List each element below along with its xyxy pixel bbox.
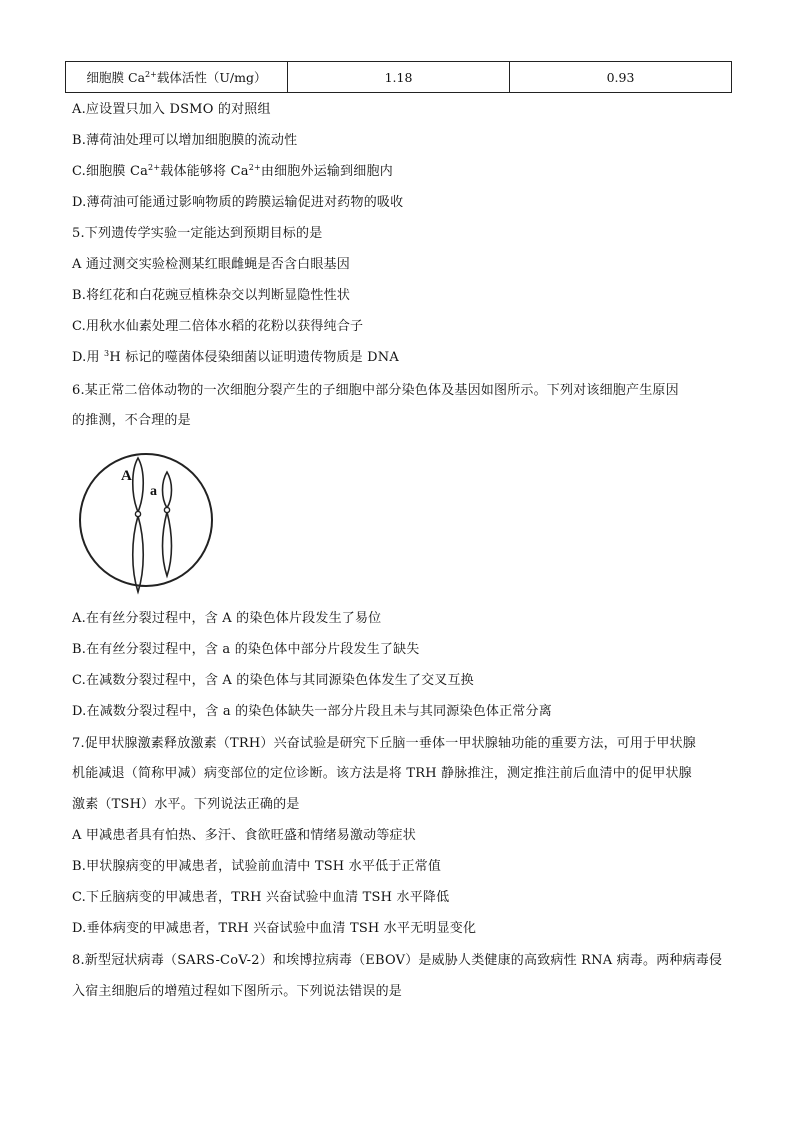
q7-stem-line-3: 激素（TSH）水平。下列说法正确的是 [72, 797, 300, 812]
q4-option-d: D.薄荷油可能通过影响物质的跨膜运输促进对药物的吸收 [72, 195, 404, 210]
q7-stem-line-2: 机能减退（简称甲减）病变部位的定位诊断。该方法是将 TRH 静脉推注，测定推注前后血清中的促甲状腺 [72, 766, 692, 781]
chromosome-A [133, 458, 144, 592]
q6-stem-line-1: 6.某正常二倍体动物的一次细胞分裂产生的子细胞中部分染色体及基因如图所示。下列对该细胞产生原因 [72, 383, 679, 398]
gene-label-A: A [121, 468, 132, 484]
q6-option-d: D.在减数分裂过程中，含 a 的染色体缺失一部分片段且未与其同源染色体正常分离 [72, 704, 552, 719]
text: C.细胞膜 Ca [72, 164, 149, 179]
text: 载体能够将 Ca [160, 164, 249, 179]
text: H 标记的噬菌体侵染细菌以证明遗传物质是 DNA [109, 350, 399, 365]
cell-text: 细胞膜 Ca [86, 70, 146, 85]
q8-stem-line-1: 8.新型冠状病毒（SARS-CoV-2）和埃博拉病毒（EBOV）是威胁人类健康的高致病性 RNA 病毒。两种病毒侵 [72, 953, 723, 968]
table-row [66, 62, 732, 93]
q6-option-b: B.在有丝分裂过程中，含 a 的染色体中部分片段发生了缺失 [72, 642, 420, 657]
q4-option-a: A.应设置只加入 DSMO 的对照组 [72, 102, 271, 117]
q4-option-b: B.薄荷油处理可以增加细胞膜的流动性 [72, 133, 298, 148]
q6-stem-line-2: 的推测，不合理的是 [72, 413, 191, 428]
q5-option-d [72, 349, 399, 367]
q5-option-c: C.用秋水仙素处理二倍体水稻的花粉以获得纯合子 [72, 319, 364, 334]
q6-option-c: C.在减数分裂过程中，含 A 的染色体与其同源染色体发生了交叉互换 [72, 673, 474, 688]
q7-option-a: A 甲减患者具有怕热、多汗、食欲旺盛和情绪易激动等症状 [72, 828, 416, 843]
text: D.用 [72, 350, 105, 365]
cell-chromosome-figure [76, 440, 216, 598]
text: 由细胞外运输到细胞内 [260, 164, 393, 179]
q5-stem: 5.下列遗传学实验一定能达到预期目标的是 [72, 226, 323, 241]
cell-text: 载体活性（U/mg） [156, 70, 267, 85]
table-cell-value-1: 1.18 [288, 62, 510, 93]
q5-option-b: B.将红花和白花豌豆植株杂交以判断显隐性性状 [72, 288, 351, 303]
q4-option-c [72, 163, 393, 181]
q7-option-b: B.甲状腺病变的甲减患者，试验前血清中 TSH 水平低于正常值 [72, 859, 442, 874]
superscript: 3 [104, 349, 110, 358]
cell-membrane [80, 454, 212, 586]
data-table [65, 61, 732, 93]
superscript: 2+ [145, 70, 157, 79]
q5-option-a: A 通过测交实验检测某红眼雌蝇是否含白眼基因 [72, 257, 350, 272]
gene-label-a: a [150, 484, 157, 499]
q8-stem-line-2: 入宿主细胞后的增殖过程如下图所示。下列说法错误的是 [72, 984, 403, 999]
table-cell-label [66, 62, 288, 93]
chromosome-a [163, 472, 172, 576]
superscript: 2+ [148, 163, 161, 172]
q7-option-d: D.垂体病变的甲减患者，TRH 兴奋试验中血清 TSH 水平无明显变化 [72, 921, 477, 936]
table-cell-value-2: 0.93 [510, 62, 732, 93]
q7-option-c: C.下丘脑病变的甲减患者，TRH 兴奋试验中血清 TSH 水平降低 [72, 890, 450, 905]
superscript: 2+ [248, 163, 261, 172]
q7-stem-line-1: 7.促甲状腺激素释放激素（TRH）兴奋试验是研究下丘脑一垂体一甲状腺轴功能的重要方法，可用于甲状腺 [72, 736, 696, 751]
q6-option-a: A.在有丝分裂过程中，含 A 的染色体片段发生了易位 [72, 611, 382, 626]
